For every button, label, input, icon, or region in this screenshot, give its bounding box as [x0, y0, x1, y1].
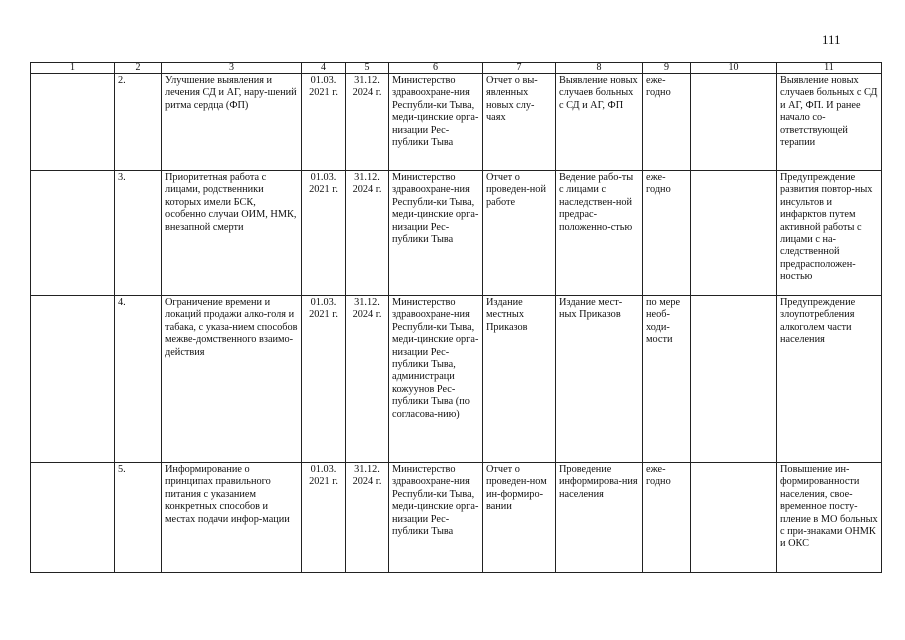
blank-cell — [31, 74, 115, 171]
header-cell: 10 — [691, 63, 777, 74]
executor-cell: Министерство здравоохране-ния Республи-ки Тыва, меди-цинские орга-низации Рес-публики Тыва — [389, 171, 483, 296]
report-cell: Отчет о проведен-ном ин-формиро-вании — [483, 463, 556, 573]
header-cell: 8 — [556, 63, 643, 74]
result-cell: Проведение информирова-ния населения — [556, 463, 643, 573]
measure-cell: Информирование о принципах правильного питания с указанием конкретных способов и местах подачи инфор-мации — [162, 463, 302, 573]
executor-cell: Министерство здравоохране-ния Республи-ки Тыва, меди-цинские орга-низации Рес-публики Тыва, администраци кожуунов Рес-публики Тыва (по согласова-нию) — [389, 296, 483, 463]
header-cell: 5 — [346, 63, 389, 74]
start-date-cell: 01.03. 2021 г. — [302, 296, 346, 463]
plan-table — [30, 62, 882, 573]
measure-cell: Улучшение выявления и лечения СД и АГ, нару-шений ритма сердца (ФП) — [162, 74, 302, 171]
table-row — [31, 296, 882, 463]
period-cell: по мере необ-ходи-мости — [643, 296, 691, 463]
blank-cell — [31, 463, 115, 573]
effect-cell: Предупреждение развития повтор-ных инсультов и инфарктов путем активной работы с лицами с на-следственной предрасположен-ностью — [777, 171, 882, 296]
end-date-cell: 31.12. 2024 г. — [346, 296, 389, 463]
header-cell: 2 — [115, 63, 162, 74]
header-cell: 1 — [31, 63, 115, 74]
effect-cell: Повышение ин-формированности населения, свое-временное посту-пление в МО больных с при-знаками ОНМК и ОКС — [777, 463, 882, 573]
header-cell: 9 — [643, 63, 691, 74]
measure-cell: Приоритетная работа с лицами, родственники которых имели БСК, особенно случаи ОИМ, НМК, внезапной смерти — [162, 171, 302, 296]
result-cell: Издание мест-ных Приказов — [556, 296, 643, 463]
col10-cell — [691, 296, 777, 463]
start-date-cell: 01.03. 2021 г. — [302, 171, 346, 296]
measure-cell: Ограничение времени и локаций продажи алко-голя и табака, с указа-нием способов межве-домственного взаимо-действия — [162, 296, 302, 463]
col10-cell — [691, 463, 777, 573]
report-cell: Отчет о вы-явленных новых слу-чаях — [483, 74, 556, 171]
start-date-cell: 01.03. 2021 г. — [302, 463, 346, 573]
page-number: 111 — [822, 32, 841, 47]
row-number: 3. — [115, 171, 162, 296]
end-date-cell: 31.12. 2024 г. — [346, 74, 389, 171]
report-cell: Отчет о проведен-ной работе — [483, 171, 556, 296]
row-number: 5. — [115, 463, 162, 573]
table-row — [31, 463, 882, 573]
executor-cell: Министерство здравоохране-ния Республи-ки Тыва, меди-цинские орга-низации Рес-публики Тыва — [389, 463, 483, 573]
period-cell: еже-годно — [643, 74, 691, 171]
row-number: 4. — [115, 296, 162, 463]
report-cell: Издание местных Приказов — [483, 296, 556, 463]
result-cell: Выявление новых случаев больных с СД и АГ, ФП — [556, 74, 643, 171]
period-cell: еже-годно — [643, 171, 691, 296]
end-date-cell: 31.12. 2024 г. — [346, 171, 389, 296]
table-row — [31, 171, 882, 296]
header-cell: 3 — [162, 63, 302, 74]
header-cell: 4 — [302, 63, 346, 74]
row-number: 2. — [115, 74, 162, 171]
table-row — [31, 74, 882, 171]
start-date-cell: 01.03. 2021 г. — [302, 74, 346, 171]
period-cell: еже-годно — [643, 463, 691, 573]
header-cell: 11 — [777, 63, 882, 74]
col10-cell — [691, 171, 777, 296]
blank-cell — [31, 171, 115, 296]
end-date-cell: 31.12. 2024 г. — [346, 463, 389, 573]
header-cell: 6 — [389, 63, 483, 74]
col10-cell — [691, 74, 777, 171]
result-cell: Ведение рабо-ты с лицами с наследствен-ной предрас-положенно-стью — [556, 171, 643, 296]
executor-cell: Министерство здравоохране-ния Республи-ки Тыва, меди-цинские орга-низации Рес-публики Тыва — [389, 74, 483, 171]
blank-cell — [31, 296, 115, 463]
header-row — [31, 63, 882, 74]
header-cell: 7 — [483, 63, 556, 74]
effect-cell: Выявление новых случаев больных с СД и АГ, ФП. И ранее начало со-ответствующей терапии — [777, 74, 882, 171]
effect-cell: Предупреждение злоупотребления алкоголем части населения — [777, 296, 882, 463]
